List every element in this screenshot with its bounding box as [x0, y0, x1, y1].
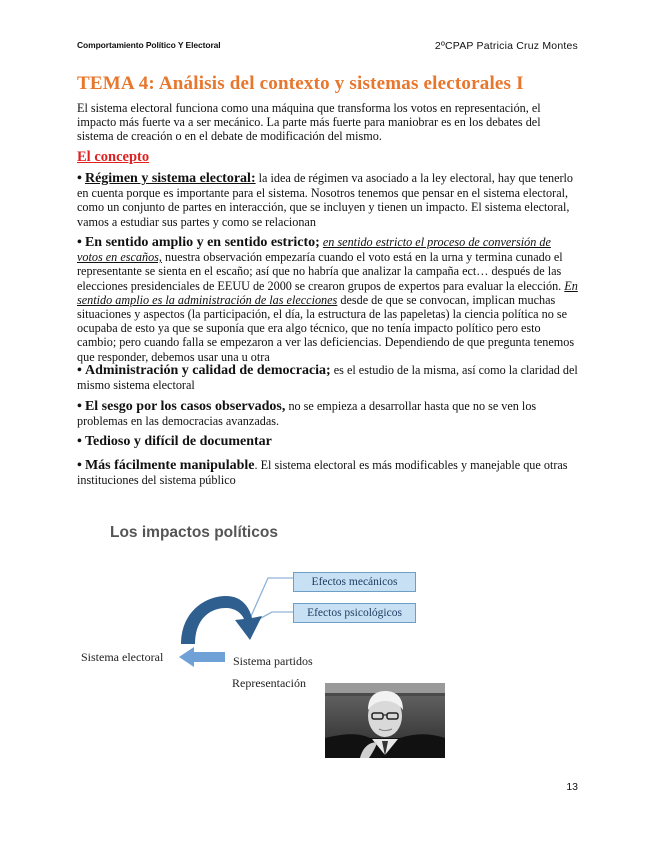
page-number: 13: [566, 781, 578, 793]
label-representation: Representación: [232, 676, 306, 690]
section-title: El concepto: [77, 149, 150, 165]
bullet: •: [77, 434, 82, 449]
bullet: •: [77, 399, 82, 414]
bullet: •: [77, 458, 82, 473]
bullet: •: [77, 171, 82, 186]
item-text: desde de que se convocan, implican muchas situaciones y aspectos (la participación, el día, la estructura de las papeletas) la ciencia política no se ocupaba de esto ya que se suponía que era algo técnico, que no tenía impacto político pero esto cambio; pero cuando falla se empezaron a ver las deficiencias. Dependiendo de que pregunta tenemos que responder, debemos usar una u otra: [77, 292, 575, 364]
slide-title: Los impactos políticos: [110, 524, 278, 541]
effects-psychological-box: Efectos psicológicos: [293, 603, 416, 623]
effects-mechanical-box: Efectos mecánicos: [293, 572, 416, 592]
portrait-photo: [325, 683, 445, 758]
item-lead: Más fácilmente manipulable: [84, 458, 255, 473]
item-lead: El sesgo por los casos observados,: [84, 399, 286, 414]
item-text: . El sistema electoral es más modificables y manejable que otras instituciones del sistema público: [77, 458, 568, 488]
item-emphasis: en sentido estricto el proceso de conversión de votos en escaños,: [77, 235, 551, 265]
bullet: •: [77, 235, 82, 250]
curved-arrow-icon: [181, 596, 262, 644]
item-text: la idea de régimen va asociado a la ley electoral, hay que tenerlo en cuenta porque es importante para el sistema. Nosotros tenemos que pensar en el sistema electoral, como un conjunto de partes en interacción, que se incluyen y tienen un impacto. El sistema electoral, vamos a estudiar sus partes y como se relacionan: [77, 171, 574, 229]
intro-paragraph: El sistema electoral funciona como una máquina que transforma los votos en representación, el impacto más fuerte va a ser mecánico. La parte más fuerte para maniobrar es en los debates del sistema de creación o en el debate de modificación del mismo.: [77, 101, 541, 144]
left-arrow-icon: [179, 647, 225, 667]
header-course: Comportamiento Político Y Electoral: [77, 40, 221, 50]
item-lead: En sentido amplio y en sentido estricto;: [84, 235, 320, 250]
page-title: TEMA 4: Análisis del contexto y sistemas electorales I: [77, 73, 524, 94]
bullet: •: [77, 363, 82, 378]
item-lead: Régimen y sistema electoral:: [84, 171, 256, 186]
item-lead: Administración y calidad de democracia;: [84, 363, 331, 378]
item-text: nuestra observación empezaría cuando el voto está en la urna y termina cunado el representante se sienta en el escaño; así que no habría que analizar la campaña ect… después de las elecciones presidenciales de EEUU de 2000 se crearon grupos de expertos para evaluar la elección.: [77, 250, 563, 293]
connector-line: [248, 578, 293, 623]
header-author: 2ºCPAP Patricia Cruz Montes: [434, 40, 578, 52]
item-text: es el estudio de la misma, así como la claridad del mismo sistema electoral: [77, 363, 578, 393]
item-text: no se empieza a desarrollar hasta que no se ven los problemas en las democracias avanzadas.: [77, 399, 537, 429]
portrait-image-icon: [325, 683, 445, 758]
item-emphasis: En sentido amplio es la administración de las elecciones: [77, 278, 578, 307]
label-party-system: Sistema partidos: [233, 654, 313, 668]
item-lead: Tedioso y difícil de documentar: [84, 434, 272, 449]
label-electoral-system: Sistema electoral: [81, 650, 164, 664]
